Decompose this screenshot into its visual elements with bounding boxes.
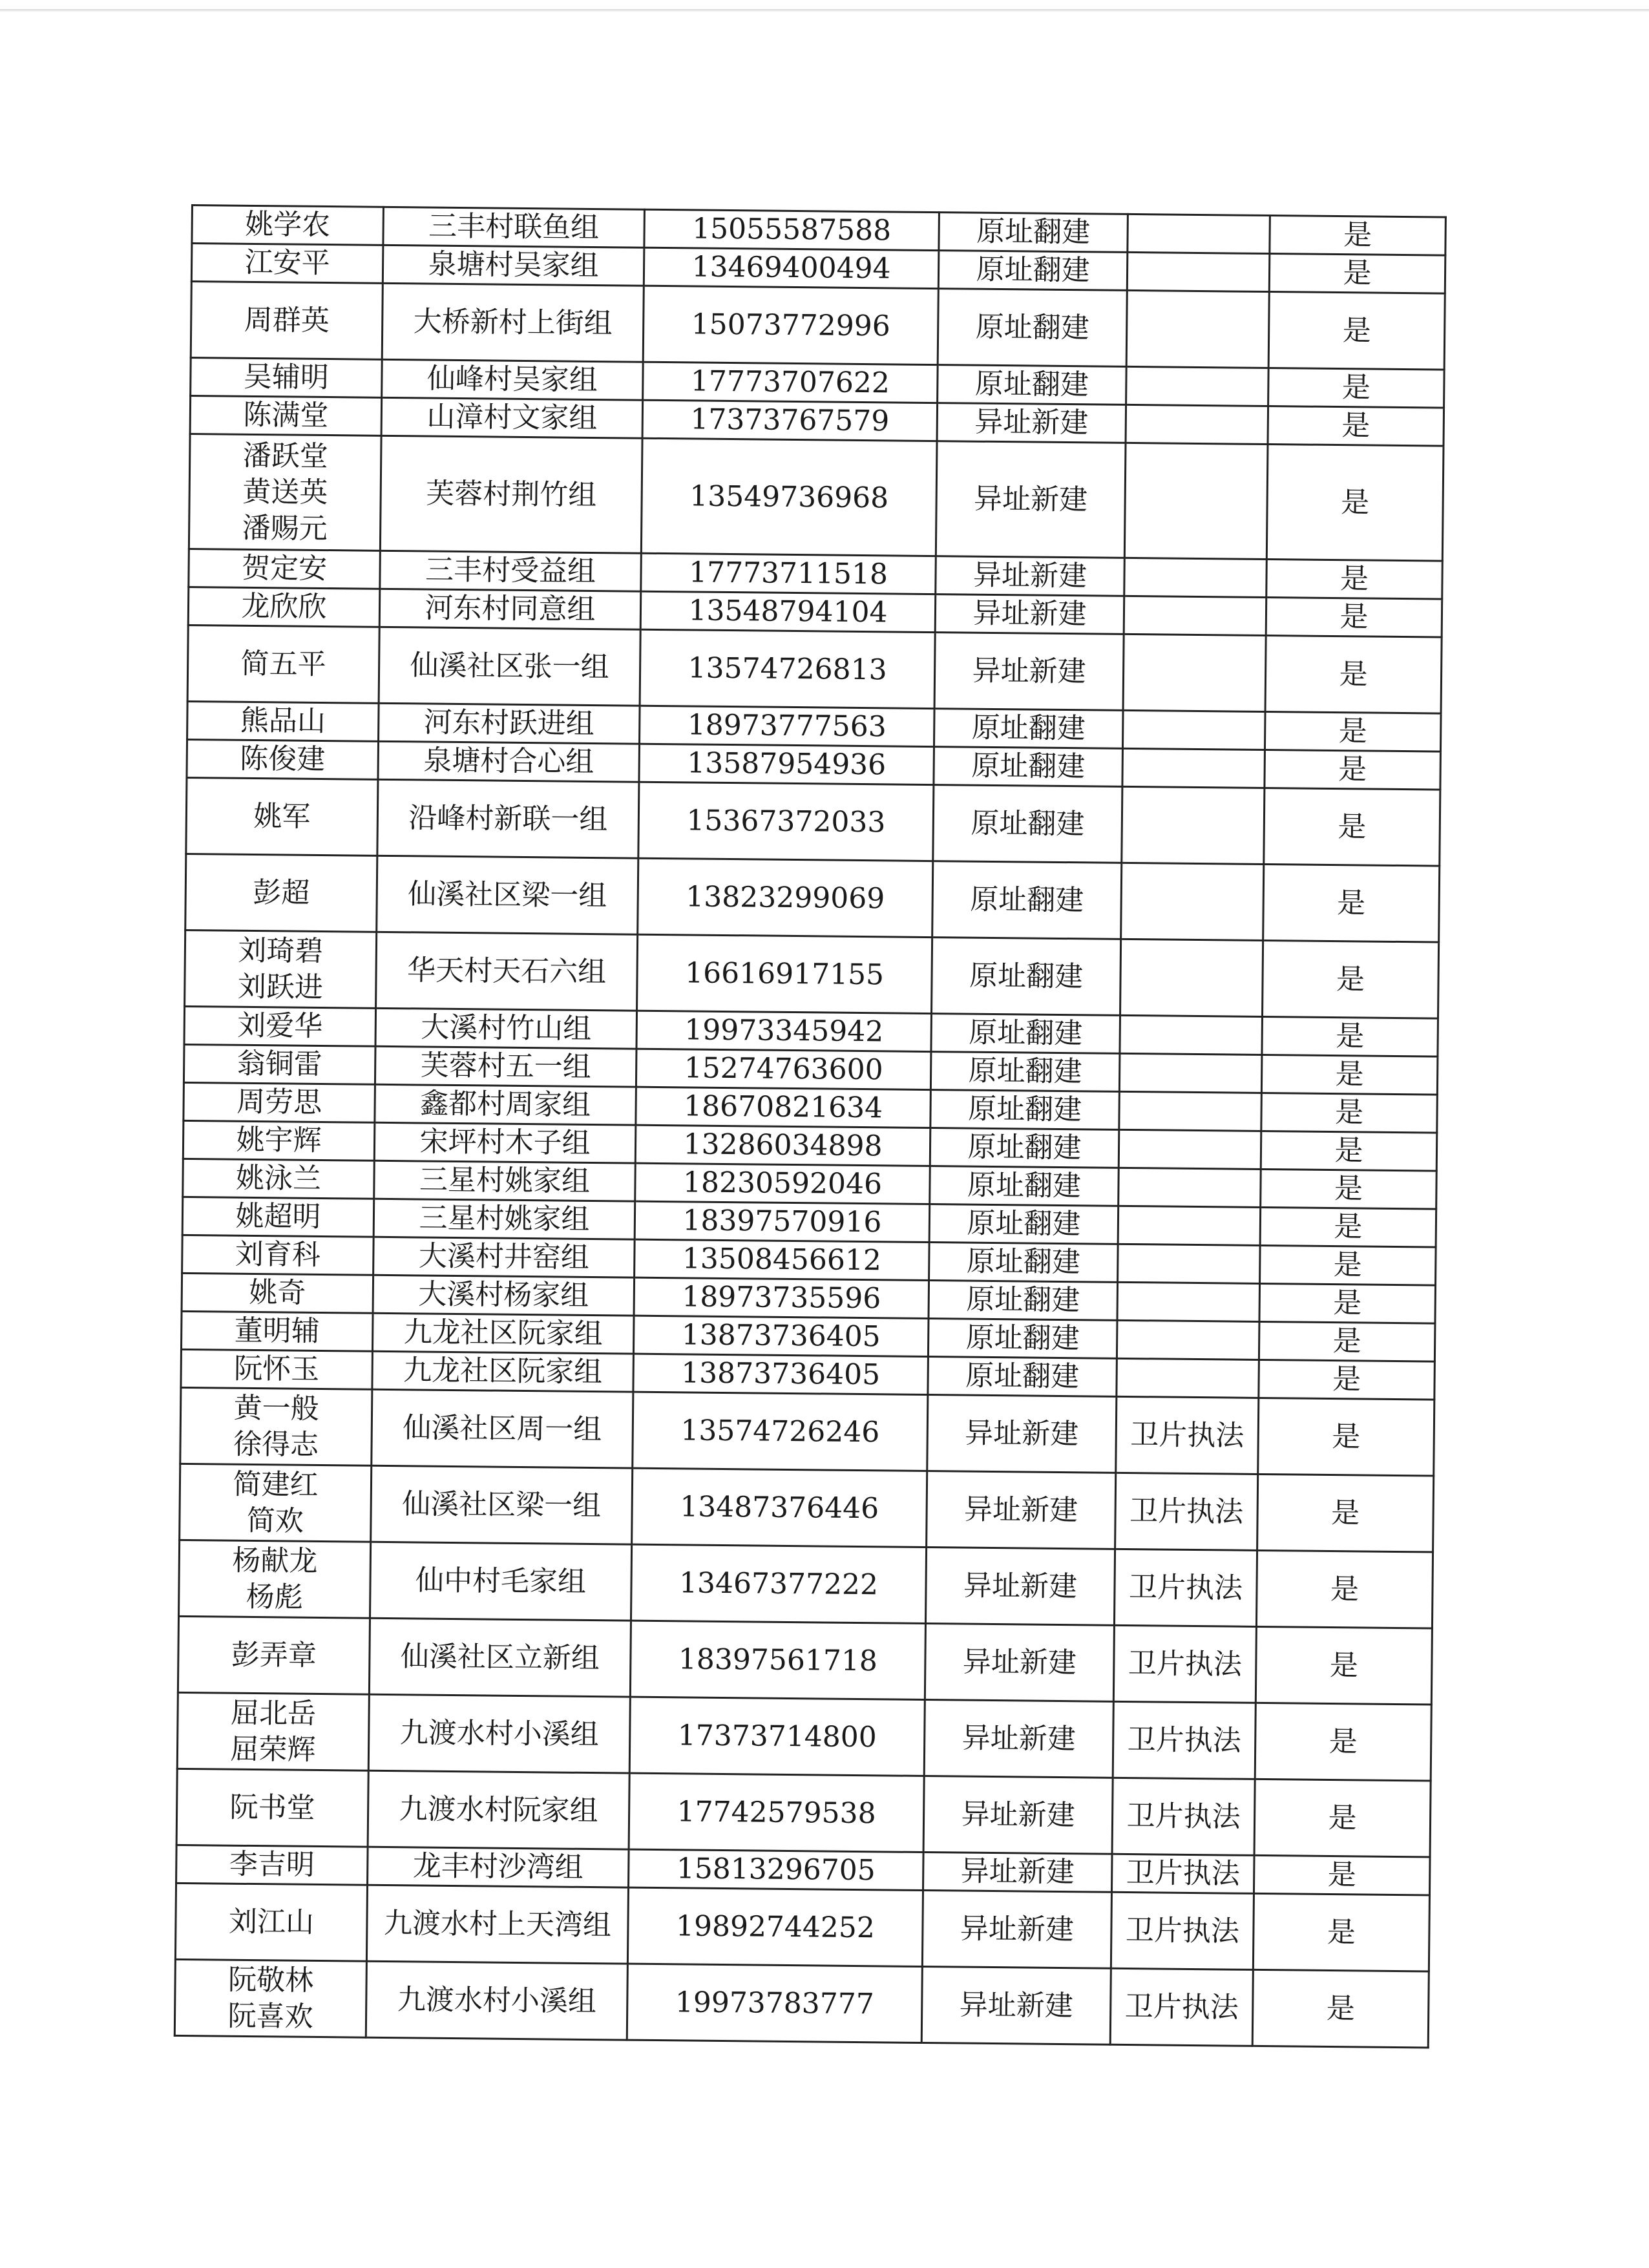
cell-phone: 13469400494	[644, 247, 939, 288]
cell-note	[1120, 939, 1263, 1016]
cell-name: 杨献龙 杨彪	[179, 1540, 371, 1618]
cell-note	[1126, 290, 1269, 368]
table-row	[176, 1769, 1431, 1857]
cell-build-type: 异址新建	[921, 1966, 1111, 2044]
cell-build-type: 原址翻建	[934, 709, 1123, 749]
cell-note	[1124, 443, 1268, 559]
cell-flag: 是	[1255, 1626, 1432, 1705]
cell-phone: 17773711518	[641, 553, 936, 594]
cell-note	[1121, 863, 1264, 940]
cell-name: 姚学农	[192, 205, 384, 246]
cell-phone: 15813296705	[629, 1849, 924, 1890]
cell-name: 周群英	[191, 282, 383, 360]
cell-flag: 是	[1268, 368, 1445, 408]
cell-name: 潘跃堂 黄送英 潘赐元	[189, 434, 381, 551]
cell-phone: 13286034898	[635, 1125, 930, 1166]
cell-flag: 是	[1259, 1283, 1436, 1323]
table-row	[180, 1464, 1434, 1552]
cell-name: 阮敬林 阮喜欢	[174, 1959, 366, 2037]
table-row	[189, 434, 1444, 561]
cell-address: 九龙社区阮家组	[372, 1351, 634, 1392]
cell-note	[1120, 1015, 1263, 1055]
cell-address: 河东村跃进组	[379, 703, 640, 744]
cell-phone: 15055587588	[644, 209, 940, 250]
cell-phone: 19973783777	[627, 1964, 922, 2042]
cell-note	[1126, 404, 1268, 444]
cell-name: 姚超明	[182, 1197, 374, 1237]
cell-note	[1122, 748, 1265, 788]
table-row	[178, 1616, 1432, 1705]
cell-flag: 是	[1253, 1893, 1429, 1971]
cell-flag: 是	[1263, 940, 1439, 1018]
cell-note	[1119, 1168, 1261, 1207]
cell-note	[1118, 1244, 1261, 1283]
cell-address: 芙蓉村荆竹组	[380, 436, 642, 553]
cell-address: 泉塘村吴家组	[383, 245, 644, 286]
cell-flag: 是	[1254, 1855, 1430, 1895]
cell-flag: 是	[1266, 597, 1442, 637]
cell-address: 三星村姚家组	[373, 1199, 635, 1239]
cell-address: 九渡水村上天湾组	[366, 1885, 628, 1964]
cell-name: 姚泳兰	[183, 1159, 375, 1199]
cell-flag: 是	[1261, 1093, 1438, 1133]
cell-note	[1123, 634, 1266, 711]
cell-flag: 是	[1257, 1474, 1434, 1552]
cell-build-type: 原址翻建	[934, 747, 1123, 787]
cell-name: 吴辅明	[191, 358, 383, 398]
cell-flag: 是	[1268, 406, 1444, 446]
table-body	[174, 205, 1445, 2048]
cell-flag: 是	[1260, 1207, 1436, 1247]
cell-phone: 13467377222	[631, 1544, 926, 1623]
cell-build-type: 原址翻建	[932, 938, 1121, 1016]
cell-flag: 是	[1256, 1550, 1433, 1628]
cell-phone: 17742579538	[629, 1773, 924, 1852]
cell-address: 仙溪社区张一组	[379, 627, 640, 706]
cell-flag: 是	[1264, 788, 1440, 866]
cell-flag: 是	[1252, 1969, 1429, 2048]
cell-name: 简五平	[187, 625, 379, 703]
cell-build-type: 原址翻建	[933, 785, 1122, 863]
cell-phone: 18973735596	[634, 1277, 929, 1318]
cell-name: 龙欣欣	[188, 587, 380, 627]
cell-note: 卫片执法	[1113, 1625, 1256, 1703]
cell-build-type: 异址新建	[936, 556, 1125, 596]
cell-name: 陈满堂	[190, 396, 382, 436]
cell-address: 仙溪社区梁一组	[377, 856, 638, 934]
cell-address: 泉塘村合心组	[378, 741, 640, 782]
cell-flag: 是	[1265, 711, 1441, 751]
cell-note	[1122, 786, 1265, 864]
cell-address: 大溪村井窑组	[373, 1237, 635, 1277]
cell-name: 屈北岳 屈荣辉	[177, 1692, 369, 1770]
cell-build-type: 异址新建	[927, 1395, 1117, 1473]
table-row	[186, 777, 1440, 866]
cell-build-type: 异址新建	[936, 441, 1126, 558]
cell-phone: 15073772996	[643, 286, 938, 364]
cell-address: 九渡水村小溪组	[366, 1961, 627, 2040]
cell-note	[1122, 710, 1265, 750]
cell-flag: 是	[1263, 864, 1440, 942]
table-row	[187, 625, 1442, 713]
cell-flag: 是	[1268, 292, 1445, 370]
cell-build-type: 原址翻建	[930, 1128, 1119, 1168]
cell-build-type: 原址翻建	[938, 365, 1127, 405]
cell-note	[1117, 1358, 1259, 1398]
cell-name: 陈俊建	[187, 739, 379, 779]
cell-build-type: 原址翻建	[929, 1204, 1119, 1244]
cell-address: 三丰村联鱼组	[383, 207, 645, 247]
cell-build-type: 异址新建	[923, 1852, 1113, 1892]
cell-address: 九龙社区阮家组	[372, 1313, 634, 1354]
cell-note	[1124, 596, 1266, 635]
cell-note	[1119, 1053, 1262, 1093]
cell-address: 大桥新村上街组	[382, 283, 644, 362]
cell-note	[1117, 1282, 1260, 1321]
cell-address: 仙溪社区立新组	[369, 1618, 631, 1697]
cell-note: 卫片执法	[1113, 1701, 1255, 1779]
cell-phone: 13873736405	[633, 1354, 929, 1394]
table-row	[174, 1959, 1429, 2048]
cell-phone: 15274763600	[636, 1049, 931, 1089]
cell-note	[1119, 1091, 1262, 1131]
cell-flag: 是	[1255, 1703, 1431, 1781]
cell-note	[1126, 366, 1269, 406]
table-row	[177, 1692, 1431, 1781]
table-row	[179, 1540, 1433, 1628]
cell-note	[1128, 214, 1270, 253]
cell-name: 彭弄章	[178, 1616, 370, 1694]
cell-phone: 17373714800	[629, 1697, 925, 1776]
cell-phone: 13574726246	[633, 1392, 928, 1471]
cell-phone: 17773707622	[643, 362, 938, 403]
cell-build-type: 原址翻建	[932, 861, 1122, 940]
cell-flag: 是	[1266, 445, 1444, 562]
cell-build-type: 异址新建	[923, 1776, 1113, 1854]
cell-name: 翁铜雷	[184, 1044, 375, 1084]
cell-address: 大溪村竹山组	[375, 1008, 637, 1049]
cell-name: 阮怀玉	[181, 1349, 373, 1389]
cell-phone: 19892744252	[627, 1887, 923, 1966]
cell-phone: 13549736968	[641, 438, 937, 556]
cell-address: 仙中村毛家组	[370, 1542, 632, 1621]
cell-name: 刘琦碧 刘跃进	[185, 930, 377, 1008]
cell-name: 贺定安	[189, 549, 381, 589]
cell-build-type: 异址新建	[934, 633, 1124, 711]
cell-build-type: 异址新建	[924, 1700, 1113, 1778]
cell-name: 姚军	[186, 777, 378, 856]
cell-phone: 13574726813	[640, 629, 935, 708]
cell-flag: 是	[1261, 1131, 1437, 1171]
cell-note: 卫片执法	[1111, 1854, 1254, 1893]
cell-flag: 是	[1266, 560, 1443, 600]
table-row	[191, 282, 1445, 370]
table-row	[175, 1883, 1429, 1971]
cell-note	[1117, 1320, 1259, 1360]
cell-address: 宋坪村木子组	[374, 1122, 636, 1163]
cell-phone: 13587954936	[639, 744, 934, 784]
scan-top-edge	[0, 9, 1649, 12]
cell-note: 卫片执法	[1116, 1396, 1259, 1474]
cell-phone: 19973345942	[636, 1011, 932, 1051]
cell-build-type: 异址新建	[925, 1624, 1114, 1702]
cell-build-type: 异址新建	[922, 1890, 1111, 1968]
cell-note	[1119, 1129, 1261, 1169]
cell-flag: 是	[1265, 750, 1441, 790]
cell-phone: 16616917155	[637, 934, 932, 1013]
cell-build-type: 原址翻建	[929, 1281, 1118, 1321]
cell-flag: 是	[1261, 1169, 1437, 1209]
cell-name: 阮书堂	[176, 1769, 368, 1847]
cell-flag: 是	[1270, 216, 1446, 256]
cell-address: 仙溪社区梁一组	[371, 1465, 633, 1544]
cell-phone: 17373767579	[642, 400, 938, 441]
cell-flag: 是	[1259, 1321, 1435, 1361]
cell-address: 芙蓉村五一组	[375, 1046, 636, 1087]
cell-note: 卫片执法	[1111, 1892, 1254, 1969]
cell-flag: 是	[1259, 1360, 1435, 1400]
cell-address: 九渡水村小溪组	[368, 1694, 630, 1773]
cell-name: 李吉明	[176, 1845, 368, 1885]
cell-address: 龙丰村沙湾组	[368, 1847, 629, 1887]
cell-build-type: 原址翻建	[938, 251, 1128, 291]
household-table	[174, 204, 1447, 2049]
cell-note	[1118, 1206, 1261, 1245]
cell-name: 姚奇	[182, 1273, 373, 1313]
cell-flag: 是	[1258, 1398, 1434, 1476]
cell-name: 刘爱华	[184, 1006, 376, 1046]
cell-flag: 是	[1262, 1016, 1438, 1056]
cell-name: 周劳思	[184, 1082, 375, 1122]
table-row	[185, 930, 1439, 1018]
cell-phone: 18230592046	[635, 1163, 930, 1204]
cell-note	[1127, 252, 1270, 291]
cell-name: 刘江山	[175, 1883, 367, 1961]
cell-phone: 13487376446	[632, 1468, 927, 1547]
cell-note: 卫片执法	[1115, 1473, 1258, 1550]
table-row	[180, 1387, 1434, 1476]
cell-address: 三丰村受益组	[380, 551, 642, 591]
cell-note: 卫片执法	[1114, 1549, 1257, 1626]
cell-name: 姚宇辉	[183, 1120, 375, 1160]
cell-address: 沿峰村新联一组	[377, 779, 639, 858]
cell-build-type: 原址翻建	[929, 1243, 1119, 1283]
cell-build-type: 异址新建	[927, 1471, 1116, 1549]
cell-name: 简建红 简欢	[180, 1464, 372, 1542]
cell-address: 河东村同意组	[379, 589, 641, 629]
cell-name: 江安平	[191, 244, 383, 284]
cell-phone: 13823299069	[638, 858, 933, 937]
cell-name: 黄一般 徐得志	[180, 1387, 372, 1465]
cell-note: 卫片执法	[1110, 1968, 1253, 2046]
cell-name: 彭超	[185, 854, 377, 932]
cell-address: 鑫都村周家组	[375, 1084, 636, 1125]
cell-build-type: 异址新建	[925, 1548, 1115, 1626]
cell-phone: 13548794104	[640, 591, 936, 632]
cell-note	[1124, 558, 1267, 597]
cell-flag: 是	[1254, 1779, 1431, 1857]
cell-build-type: 原址翻建	[938, 289, 1127, 367]
cell-address: 大溪村杨家组	[373, 1275, 635, 1316]
cell-build-type: 异址新建	[937, 403, 1126, 443]
cell-address: 山漳村文家组	[381, 397, 643, 438]
cell-note: 卫片执法	[1112, 1778, 1255, 1855]
cell-build-type: 原址翻建	[930, 1052, 1120, 1092]
cell-build-type: 原址翻建	[939, 213, 1128, 253]
cell-address: 仙溪社区周一组	[372, 1389, 633, 1468]
cell-address: 华天村天石六组	[376, 932, 638, 1011]
cell-flag: 是	[1260, 1245, 1436, 1285]
cell-phone: 13873736405	[633, 1316, 929, 1356]
cell-phone: 18670821634	[636, 1087, 931, 1128]
cell-phone: 18397561718	[630, 1621, 925, 1699]
cell-build-type: 原址翻建	[928, 1319, 1117, 1359]
cell-name: 刘育科	[182, 1235, 374, 1275]
cell-phone: 18973777563	[640, 706, 935, 746]
cell-flag: 是	[1269, 254, 1445, 294]
cell-build-type: 原址翻建	[928, 1357, 1117, 1397]
cell-phone: 13508456612	[635, 1239, 930, 1280]
cell-address: 三星村姚家组	[374, 1160, 636, 1201]
cell-address: 仙峰村吴家组	[382, 359, 644, 400]
cell-phone: 18397570916	[635, 1201, 930, 1242]
cell-address: 九渡水村阮家组	[368, 1770, 629, 1849]
cell-flag: 是	[1265, 635, 1442, 713]
cell-build-type: 原址翻建	[931, 1014, 1120, 1054]
cell-name: 熊品山	[187, 701, 379, 741]
table-row	[185, 854, 1440, 942]
cell-build-type: 原址翻建	[930, 1090, 1120, 1130]
cell-build-type: 原址翻建	[930, 1166, 1119, 1206]
cell-name: 董明辅	[181, 1311, 373, 1351]
cell-phone: 15367372033	[638, 782, 934, 861]
cell-flag: 是	[1261, 1055, 1438, 1095]
cell-build-type: 异址新建	[935, 594, 1124, 635]
